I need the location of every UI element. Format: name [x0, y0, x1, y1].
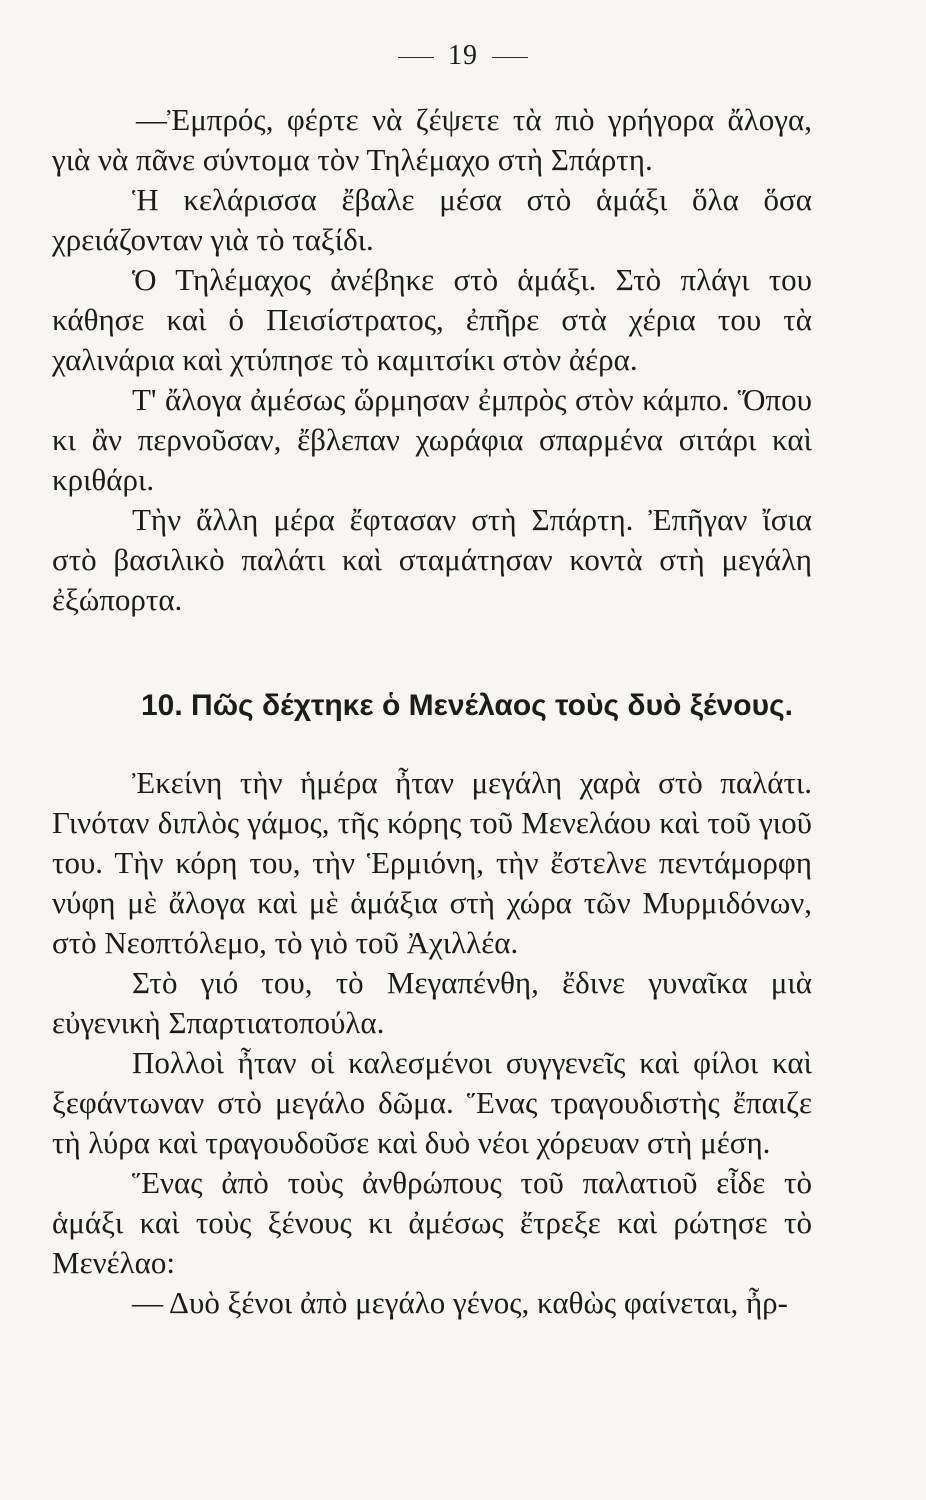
- page-number: 19: [448, 40, 478, 71]
- text-block-before-section: [52, 100, 812, 620]
- text-block-after-section: [52, 763, 812, 1323]
- paragraph: Ἐκείνη τὴν ἡμέρα ἦταν μεγάλη χαρὰ στὸ παλάτι. Γινόταν διπλὸς γάμος, τῆς κόρης τοῦ Μενελάου καὶ τοῦ γιοῦ του. Τὴν κόρη του, τὴν Ἑρμιόνη, τὴν ἔστελνε πεντάμορφη νύφη μὲ ἄλογα καὶ μὲ ἁμάξια στὴ χώρα τῶν Μυρμιδόνων, στὸ Νεοπτόλεμο, τὸ γιὸ τοῦ Ἀχιλλέα.: [52, 765, 812, 960]
- paragraph: Στὸ γιό του, τὸ Μεγαπένθη, ἔδινε γυναῖκα μιὰ εὐγενικὴ Σπαρτιατοπούλα.: [52, 965, 812, 1040]
- section-title: 10. Πῶς δέχτηκε ὁ Μενέλαος τοὺς δυὸ ξένους.: [140, 689, 794, 722]
- paragraph: Ὁ Τηλέμαχος ἀνέβηκε στὸ ἁμάξι. Στὸ πλάγι του κάθησε καὶ ὁ Πεισίστρατος, ἐπῆρε στὰ χέρια του τὰ χαλινάρια καὶ χτύπησε τὸ καμιτσίκι στὸν ἀέρα.: [52, 262, 812, 377]
- page-number-header: [0, 40, 926, 72]
- paragraph: Πολλοὶ ἦταν οἱ καλεσμένοι συγγενεῖς καὶ φίλοι καὶ ξεφάντωναν στὸ μεγάλο δῶμα. Ἕνας τραγουδιστὴς ἔπαιζε τὴ λύρα καὶ τραγουδοῦσε καὶ δυὸ νέοι χόρευαν στὴ μέση.: [52, 1045, 812, 1160]
- paragraph: Τ' ἄλογα ἀμέσως ὥρμησαν ἐμπρὸς στὸν κάμπο. Ὅπου κι ἂν περνοῦσαν, ἔβλεπαν χωράφια σπαρμένα σιτάρι καὶ κριθάρι.: [52, 382, 812, 497]
- paragraph: — Δυὸ ξένοι ἀπὸ μεγάλο γένος, καθὼς φαίνεται, ἦρ-: [132, 1285, 788, 1320]
- left-dash: [398, 57, 434, 58]
- paragraph: —Ἐμπρός, φέρτε νὰ ζέψετε τὰ πιὸ γρήγορα ἄλογα, γιὰ νὰ πᾶνε σύντομα τὸν Τηλέμαχο στὴ Σπάρτη.: [52, 102, 812, 177]
- paragraph: Ἕνας ἀπὸ τοὺς ἀνθρώπους τοῦ παλατιοῦ εἶδε τὸ ἁμάξι καὶ τοὺς ξένους κι ἀμέσως ἔτρεξε καὶ ρώτησε τὸ Μενέλαο:: [52, 1165, 812, 1280]
- paragraph: Τὴν ἄλλη μέρα ἔφτασαν στὴ Σπάρτη. Ἐπῆγαν ἴσια στὸ βασιλικὸ παλάτι καὶ σταμάτησαν κοντὰ στὴ μεγάλη ἐξώπορτα.: [52, 502, 812, 617]
- right-dash: [492, 57, 528, 58]
- paragraph: Ἡ κελάρισσα ἔβαλε μέσα στὸ ἁμάξι ὅλα ὅσα χρειάζονταν γιὰ τὸ ταξίδι.: [52, 182, 812, 257]
